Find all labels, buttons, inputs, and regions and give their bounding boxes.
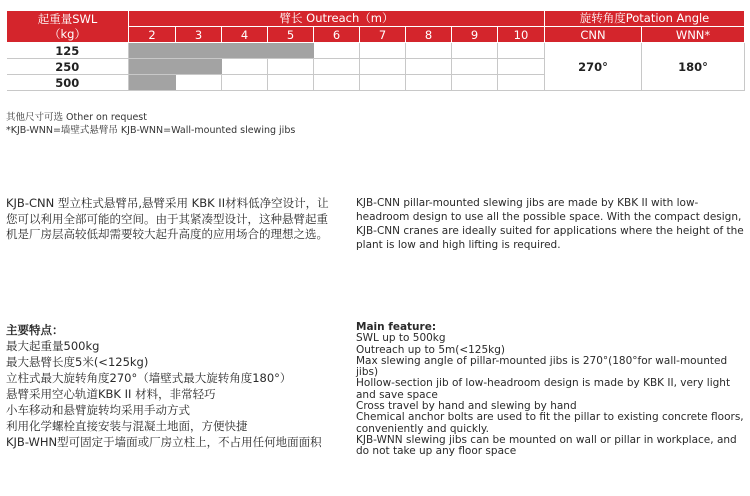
note-other-sizes: 其他尺寸可选 Other on request — [6, 112, 147, 123]
outreach-grid-cell — [452, 75, 498, 91]
outreach-value: 6 — [314, 27, 360, 43]
cnn-angle: 270° — [545, 43, 642, 91]
note-wnn-definition: *KJB-WNN=墙壁式悬臂吊 KJB-WNN=Wall-mounted slewing jibs — [6, 125, 296, 136]
swl-value: 250 — [7, 59, 129, 75]
outreach-grid-cell — [314, 59, 360, 75]
feature-en-item: Cross travel by hand and slewing by hand — [356, 400, 577, 413]
feature-en-item: KJB-WNN slewing jibs can be mounted on wall or pillar in workplace, and do not take up any floor space — [356, 433, 737, 458]
outreach-grid-cell — [129, 59, 176, 75]
feature-cn-item: 最大悬臂长度5米(<125kg) — [6, 355, 149, 369]
features-cn — [6, 322, 346, 450]
outreach-grid-cell — [176, 59, 222, 75]
wnn-angle: 180° — [642, 43, 745, 91]
features-en-title: Main feature: — [356, 321, 437, 333]
swl-value: 125 — [7, 43, 129, 59]
feature-cn-item: 小车移动和悬臂旋转均采用手动方式 — [6, 403, 190, 417]
outreach-grid-cell — [222, 59, 268, 75]
feature-cn-item: KJB-WHN型可固定于墙面或厂房立柱上，不占用任何地面面积 — [6, 435, 322, 449]
spec-table — [6, 10, 745, 91]
outreach-grid-cell — [360, 43, 406, 59]
feature-cn-item: 利用化学螺栓直接安装与混凝土地面，方便快捷 — [6, 419, 248, 433]
feature-cn-item: 最大起重量500kg — [6, 339, 100, 353]
feature-en-item: Max slewing angle of pillar-mounted jibs is 270°(180°for wall-mounted jibs) — [356, 354, 728, 379]
outreach-grid-cell — [498, 75, 545, 91]
outreach-value: 10 — [498, 27, 545, 43]
outreach-grid-cell — [129, 75, 176, 91]
outreach-value: 5 — [268, 27, 314, 43]
outreach-grid-cell — [406, 59, 452, 75]
outreach-value: 9 — [452, 27, 498, 43]
feature-en-item: Outreach up to 5m(<125kg) — [356, 343, 506, 356]
outreach-grid-cell — [406, 75, 452, 91]
outreach-header: 臂长 Outreach（m） — [129, 11, 545, 27]
outreach-value: 3 — [176, 27, 222, 43]
outreach-value: 2 — [129, 27, 176, 43]
outreach-grid-cell — [176, 43, 222, 59]
feature-en-item: Hollow-section jib of low-headroom design is made by KBK II, very light and save space — [356, 377, 731, 401]
outreach-grid-cell — [176, 75, 222, 91]
outreach-grid-cell — [222, 43, 268, 59]
outreach-grid-cell — [360, 75, 406, 91]
outreach-grid-cell — [268, 43, 314, 59]
outreach-value: 4 — [222, 27, 268, 43]
swl-header — [7, 11, 129, 43]
swl-value: 500 — [7, 75, 129, 91]
description-cn: KJB-CNN 型立柱式悬臂吊,悬臂采用 KBK II材料低净空设计，让您可以利用全部可能的空间。由于其紧凑型设计，这种悬臂起重机是厂房层高较低却需要较大起升高度的应用场合的理想之选。 — [6, 196, 329, 241]
feature-en-item: Chemical anchor bolts are used to fit the pillar to existing concrete floors, conveniently and quickly. — [356, 411, 744, 435]
notes — [6, 111, 295, 137]
outreach-value: 8 — [406, 27, 452, 43]
swl-header-line1: 起重量SWL — [37, 11, 98, 26]
wnn-header: WNN* — [642, 27, 745, 43]
outreach-grid-cell — [498, 43, 545, 59]
outreach-grid-cell — [452, 59, 498, 75]
outreach-grid-cell — [360, 59, 406, 75]
features-cn-title: 主要特点： — [6, 323, 64, 337]
feature-cn-item: 立柱式最大旋转角度270°（墙壁式最大旋转角度180°） — [6, 371, 292, 385]
outreach-grid-cell — [498, 59, 545, 75]
outreach-grid-cell — [406, 43, 452, 59]
outreach-grid-cell — [268, 59, 314, 75]
outreach-value: 7 — [360, 27, 406, 43]
outreach-grid-cell — [268, 75, 314, 91]
rotation-header: 旋转角度Potation Angle — [545, 11, 745, 27]
feature-en-item: SWL up to 500kg — [356, 332, 446, 345]
outreach-grid-cell — [314, 75, 360, 91]
outreach-grid-cell — [452, 43, 498, 59]
features-en — [356, 322, 748, 458]
cnn-header: CNN — [545, 27, 642, 43]
outreach-grid-cell — [314, 43, 360, 59]
features-en-list — [356, 333, 748, 457]
feature-cn-item: 悬臂采用空心轨道KBK II 材料，非常轻巧 — [6, 387, 216, 401]
outreach-grid-cell — [222, 75, 268, 91]
swl-header-line2: （kg） — [49, 26, 86, 41]
outreach-grid-cell — [129, 43, 176, 59]
features-cn-list — [6, 338, 346, 450]
description-en: KJB-CNN pillar-mounted slewing jibs are made by KBK II with low-headroom design to use all the possible space. With the compact design, KJB-CNN cranes are ideally suited for applications where the height of the plant is low and high lifting is required. — [356, 197, 744, 251]
